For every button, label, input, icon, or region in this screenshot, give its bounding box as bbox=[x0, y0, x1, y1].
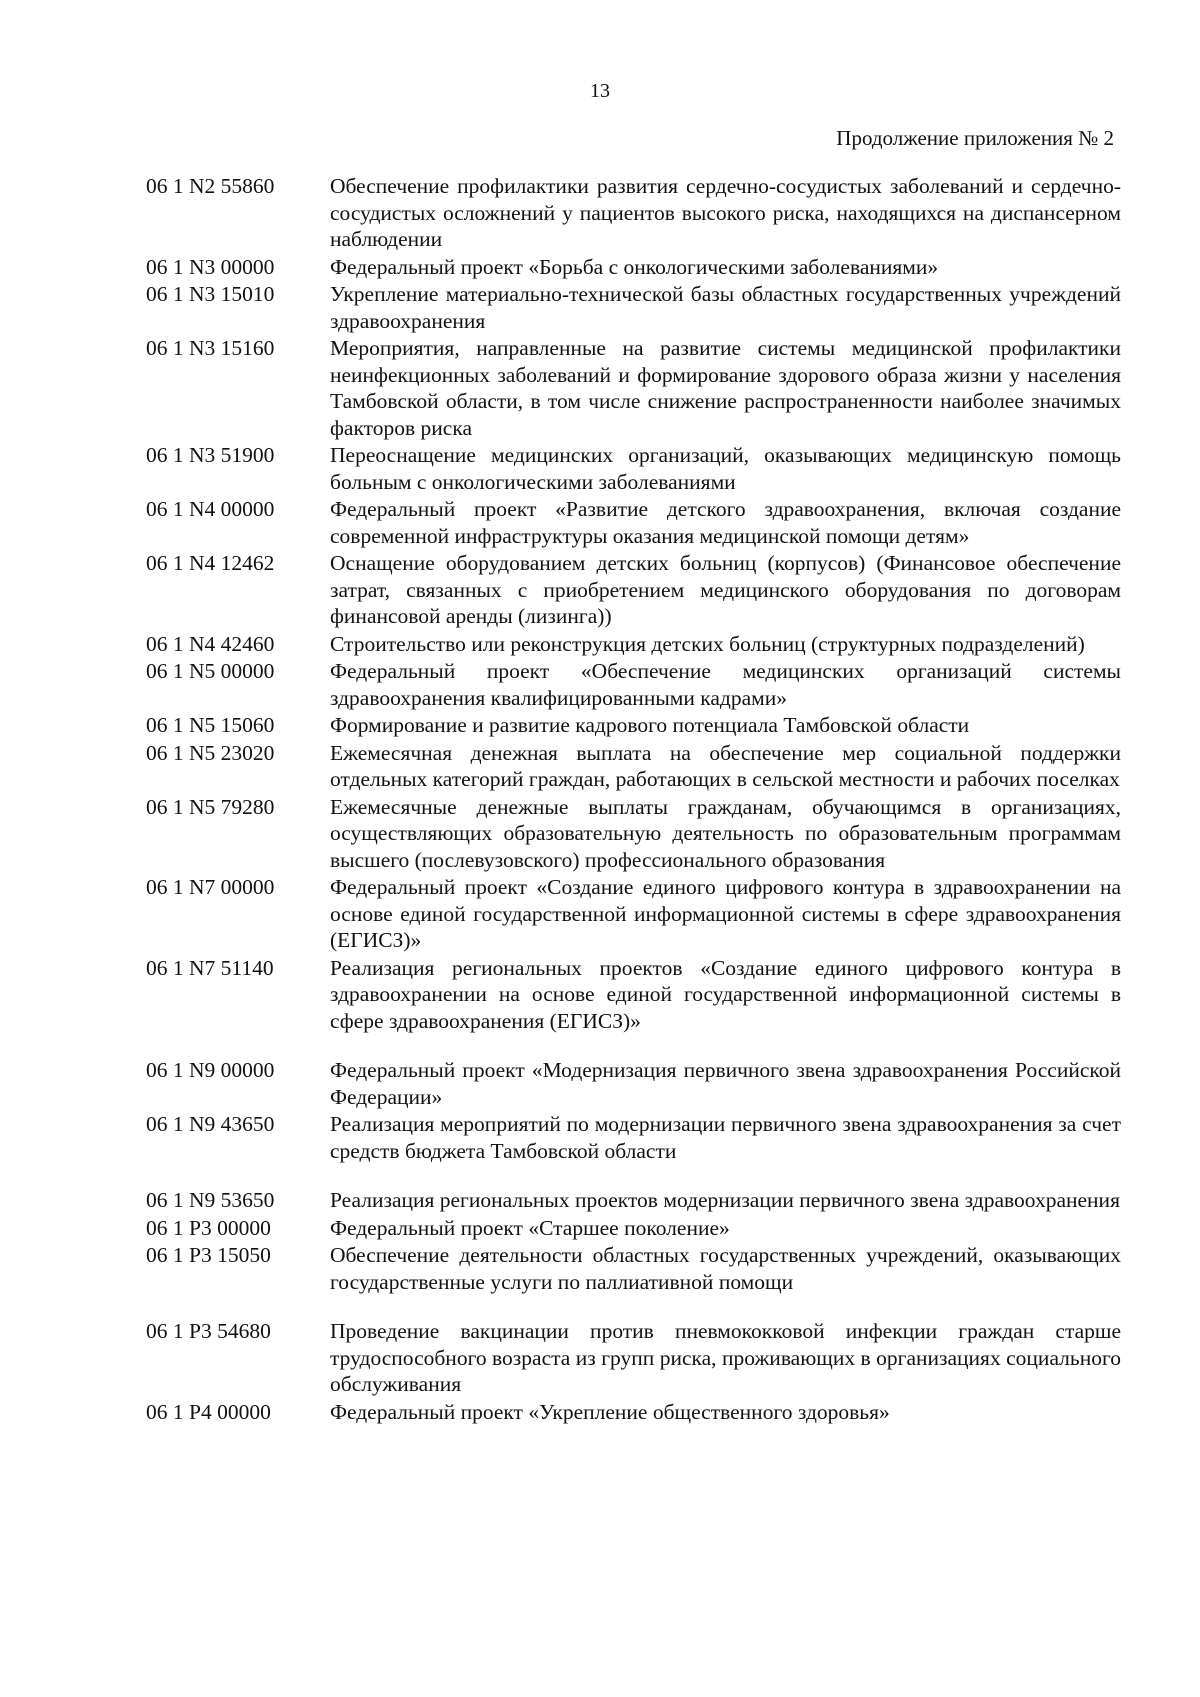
list-item bbox=[146, 254, 1121, 281]
budget-description: Обеспечение деятельности областных государственных учреждений, оказывающих государственные услуги по паллиативной помощи bbox=[330, 1243, 1121, 1294]
list-item bbox=[146, 1318, 1121, 1398]
budget-code: 06 1 N9 00000 bbox=[146, 1058, 275, 1082]
budget-description: Реализация мероприятий по модернизации первичного звена здравоохранения за счет средств бюджета Тамбовской области bbox=[330, 1112, 1121, 1163]
budget-code: 06 1 N3 15160 bbox=[146, 336, 275, 360]
budget-code: 06 1 N4 42460 bbox=[146, 631, 275, 656]
budget-description: Обеспечение профилактики развития сердечно-сосудистых заболеваний и сердечно-сосудистых осложнений у пациентов высокого риска, находящихся на диспансерном наблюдении bbox=[330, 174, 1121, 251]
budget-description: Переоснащение медицинских организаций, оказывающих медицинскую помощь больным с онкологическими заболеваниями bbox=[330, 443, 1121, 494]
budget-code: 06 1 N5 23020 bbox=[146, 740, 275, 765]
budget-code-list bbox=[146, 173, 1121, 1426]
list-item bbox=[146, 281, 1121, 334]
budget-description: Мероприятия, направленные на развитие системы медицинской профилактики неинфекционных заболеваний и формирование здорового образа жизни у населения Тамбовской области, в том числе снижение распространенности наиболее значимых факторов риска bbox=[330, 336, 1121, 440]
list-item bbox=[146, 1111, 1121, 1164]
budget-description: Проведение вакцинации против пневмококковой инфекции граждан старше трудоспособного возраста из групп риска, проживающих в организациях социального обслуживания bbox=[330, 1319, 1121, 1396]
budget-description: Реализация региональных проектов модернизации первичного звена здравоохранения bbox=[330, 1188, 1120, 1212]
appendix-continuation-label: Продолжение приложения № 2 bbox=[836, 126, 1114, 150]
budget-code: 06 1 P4 00000 bbox=[146, 1399, 271, 1424]
list-item bbox=[146, 794, 1121, 874]
budget-code: 06 1 N9 53650 bbox=[146, 1188, 275, 1212]
list-item bbox=[146, 335, 1121, 441]
list-item bbox=[146, 874, 1121, 954]
budget-description: Формирование и развитие кадрового потенциала Тамбовской области bbox=[330, 713, 970, 737]
budget-code: 06 1 N3 00000 bbox=[146, 254, 275, 279]
budget-code: 06 1 P3 54680 bbox=[146, 1319, 271, 1343]
budget-code: 06 1 N5 00000 bbox=[146, 659, 275, 683]
list-item bbox=[146, 1215, 1121, 1242]
budget-description: Реализация региональных проектов «Создание единого цифрового контура в здравоохранении на основе единой государственной информационной системы в сфере здравоохранения (ЕГИСЗ)» bbox=[330, 955, 1121, 1033]
budget-code: 06 1 N3 51900 bbox=[146, 443, 275, 467]
budget-code: 06 1 P3 00000 bbox=[146, 1215, 271, 1240]
list-item bbox=[146, 442, 1121, 495]
list-item bbox=[146, 1187, 1121, 1214]
budget-code: 06 1 N7 51140 bbox=[146, 955, 274, 980]
budget-description: Ежемесячные денежные выплаты гражданам, обучающимся в организациях, осуществляющих образовательную деятельность по образовательным программам высшего (послевузовского) профессионального образования bbox=[330, 794, 1121, 872]
list-item bbox=[146, 173, 1121, 253]
list-item bbox=[146, 955, 1121, 1035]
budget-description: Федеральный проект «Модернизация первичного звена здравоохранения Российской Федерации» bbox=[330, 1058, 1121, 1109]
budget-description: Федеральный проект «Создание единого цифрового контура в здравоохранении на основе единой государственной информационной системы в сфере здравоохранения (ЕГИСЗ)» bbox=[330, 875, 1121, 952]
budget-code: 06 1 N2 55860 bbox=[146, 174, 275, 198]
list-item bbox=[146, 712, 1121, 739]
budget-description: Укрепление материально-технической базы областных государственных учреждений здравоохранения bbox=[330, 282, 1121, 333]
budget-code: 06 1 N5 79280 bbox=[146, 794, 275, 819]
budget-description: Федеральный проект «Старшее поколение» bbox=[330, 1215, 730, 1240]
list-item bbox=[146, 658, 1121, 711]
budget-code: 06 1 N9 43650 bbox=[146, 1112, 275, 1136]
budget-code: 06 1 P3 15050 bbox=[146, 1243, 271, 1267]
budget-code: 06 1 N7 00000 bbox=[146, 875, 275, 899]
budget-code: 06 1 N3 15010 bbox=[146, 282, 275, 306]
budget-code: 06 1 N5 15060 bbox=[146, 713, 275, 737]
list-item bbox=[146, 1399, 1121, 1426]
list-item bbox=[146, 550, 1121, 630]
budget-description: Федеральный проект «Развитие детского здравоохранения, включая создание современной инфраструктуры оказания медицинской помощи детям» bbox=[330, 497, 1121, 548]
budget-description: Федеральный проект «Обеспечение медицинских организаций системы здравоохранения квалифицированными кадрами» bbox=[330, 659, 1121, 710]
list-item bbox=[146, 1057, 1121, 1110]
budget-description: Оснащение оборудованием детских больниц (корпусов) (Финансовое обеспечение затрат, связанных с приобретением медицинского оборудования по договорам финансовой аренды (лизинга)) bbox=[330, 551, 1121, 628]
budget-code: 06 1 N4 00000 bbox=[146, 497, 275, 521]
budget-description: Ежемесячная денежная выплата на обеспечение мер социальной поддержки отдельных категорий граждан, работающих в сельской местности и рабочих поселках bbox=[330, 740, 1121, 791]
budget-description: Федеральный проект «Укрепление общественного здоровья» bbox=[330, 1399, 890, 1424]
budget-description: Строительство или реконструкция детских больниц (структурных подразделений) bbox=[330, 631, 1085, 656]
list-item bbox=[146, 1242, 1121, 1295]
page-number: 13 bbox=[590, 80, 610, 102]
list-item bbox=[146, 740, 1121, 793]
list-item bbox=[146, 496, 1121, 549]
list-item bbox=[146, 631, 1121, 658]
budget-description: Федеральный проект «Борьба с онкологическими заболеваниями» bbox=[330, 254, 939, 279]
budget-code: 06 1 N4 12462 bbox=[146, 551, 275, 575]
